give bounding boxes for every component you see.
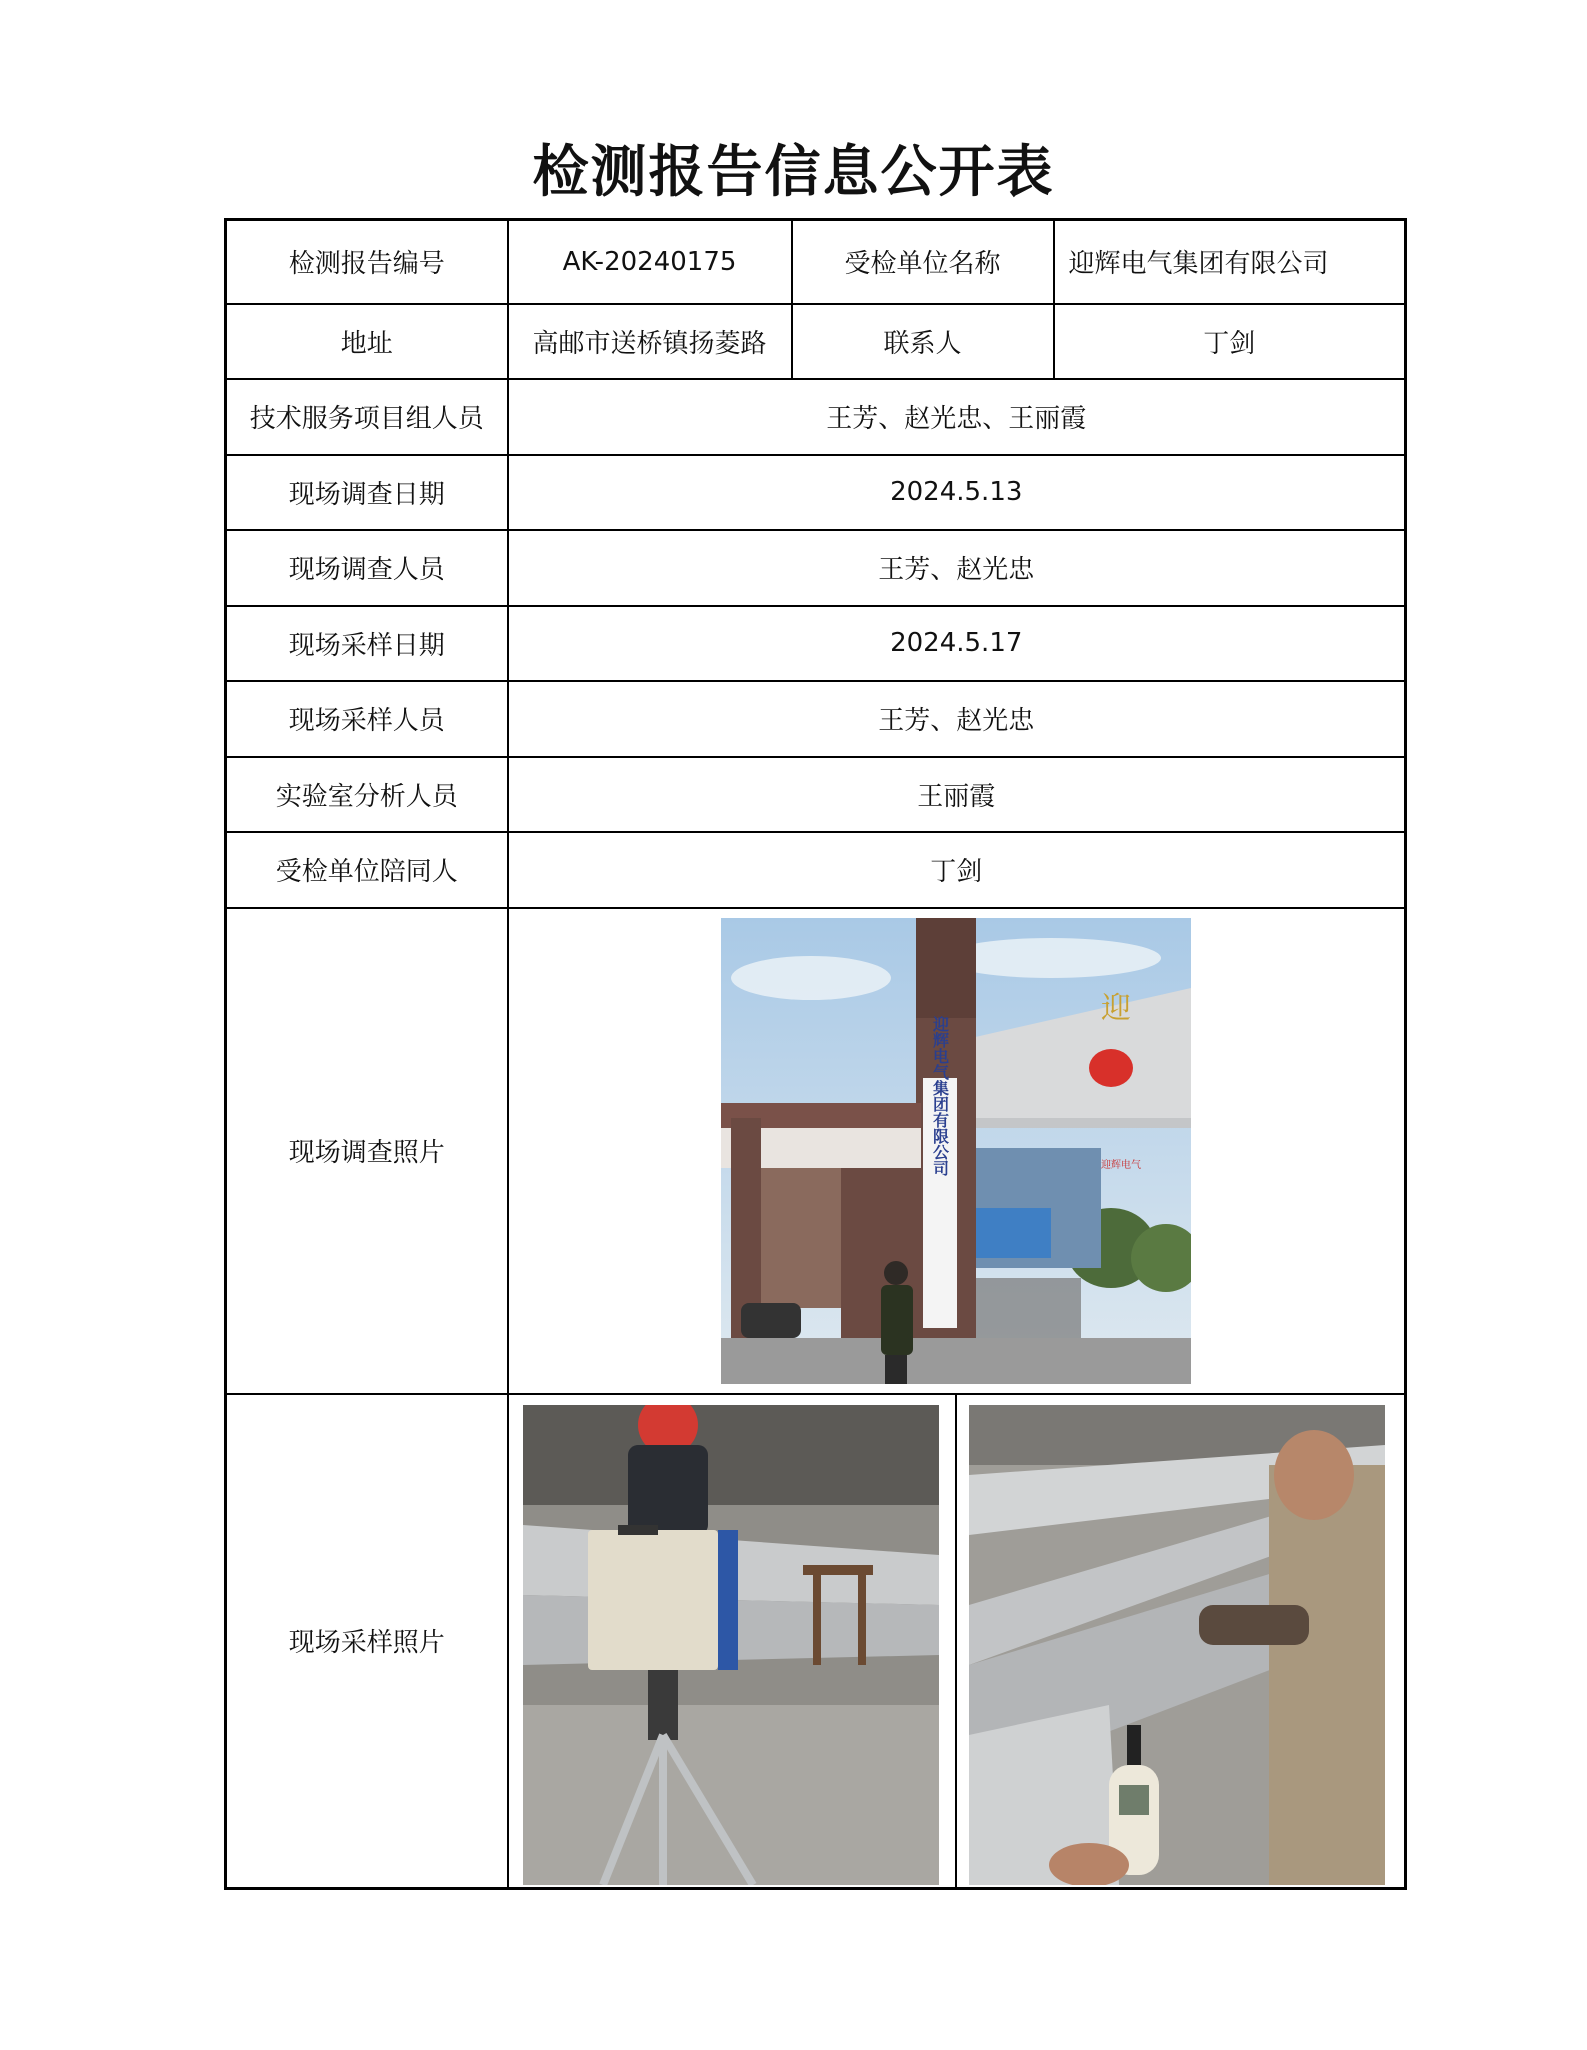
sampling-photo-label: 现场采样照片: [226, 1394, 508, 1889]
row-value: 2024.5.13: [508, 455, 1406, 530]
sampling-photo-left: [523, 1405, 939, 1885]
sampling-photo-left-image: [523, 1405, 939, 1885]
table-row: [226, 304, 1406, 379]
table-row: [226, 379, 1406, 455]
row-value: 2024.5.17: [508, 606, 1406, 681]
row-label: 实验室分析人员: [226, 757, 508, 832]
sampling-photo-right-image: [969, 1405, 1385, 1885]
page-title: 检测报告信息公开表: [532, 140, 1055, 205]
table-row: [226, 681, 1406, 757]
table-row: [226, 220, 1406, 304]
gate-top-char: 迎: [1101, 990, 1132, 1026]
factory-gate-photo: [721, 918, 1191, 1384]
table-row: [226, 606, 1406, 681]
row-value: 王芳、赵光忠: [508, 681, 1406, 757]
survey-photo-cell: [508, 908, 1406, 1394]
factory-gate-image: [721, 918, 1191, 1384]
row-label: 技术服务项目组人员: [226, 379, 508, 455]
gate-banner: 迎辉电气: [1101, 1159, 1142, 1171]
row-value: 王丽霞: [508, 757, 1406, 832]
contact-value: 丁剑: [1054, 304, 1406, 379]
row-value: 丁剑: [508, 832, 1406, 908]
row-value: 王芳、赵光忠: [508, 530, 1406, 606]
address-label: 地址: [226, 304, 508, 379]
gate-sign: 迎辉电气集团有限公司: [930, 1015, 950, 1176]
table-row: [226, 455, 1406, 530]
report-no-value: AK-20240175: [508, 220, 792, 304]
row-label: 现场采样日期: [226, 606, 508, 681]
table-row: [226, 832, 1406, 908]
table-row: [226, 757, 1406, 832]
row-label: 现场调查人员: [226, 530, 508, 606]
table-row: [226, 908, 1406, 1394]
row-value: 王芳、赵光忠、王丽霞: [508, 379, 1406, 455]
row-label: 现场采样人员: [226, 681, 508, 757]
sampling-photo-cell: [508, 1394, 1406, 1889]
photo-divider: [955, 1395, 957, 1887]
table-row: [226, 1394, 1406, 1889]
table-row: [226, 530, 1406, 606]
address-value: 高邮市送桥镇扬菱路: [508, 304, 792, 379]
unit-name-value: 迎辉电气集团有限公司: [1054, 220, 1406, 304]
row-label: 现场调查日期: [226, 455, 508, 530]
report-table: [224, 218, 1407, 1890]
contact-label: 联系人: [792, 304, 1054, 379]
survey-photo-label: 现场调查照片: [226, 908, 508, 1394]
report-no-label: 检测报告编号: [226, 220, 508, 304]
sampling-photo-right: [969, 1405, 1385, 1885]
row-label: 受检单位陪同人: [226, 832, 508, 908]
unit-name-label: 受检单位名称: [792, 220, 1054, 304]
